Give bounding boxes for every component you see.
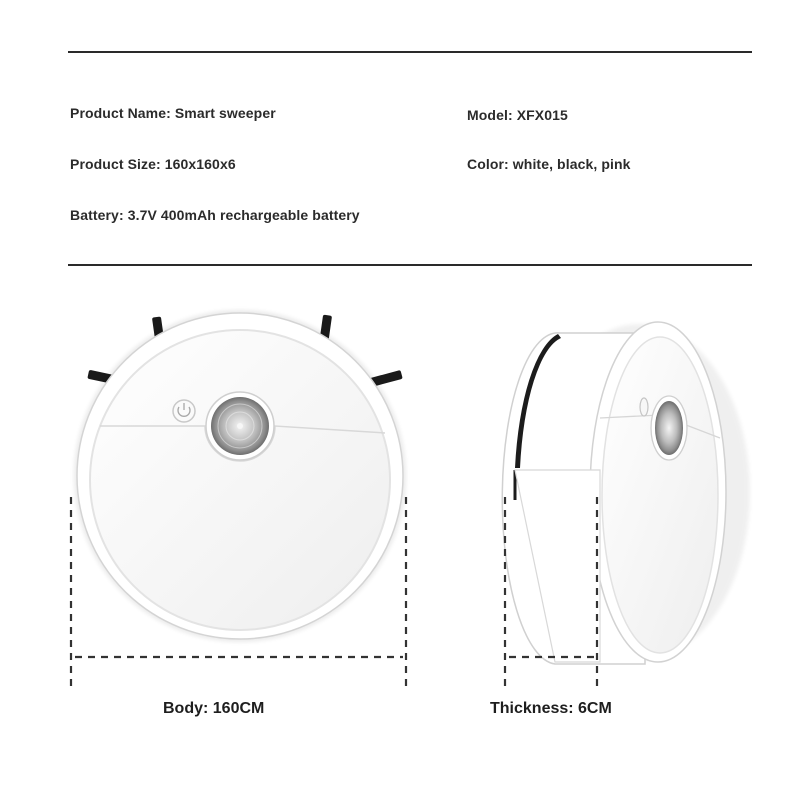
product-name-label: Product Name: Smart sweeper <box>70 105 276 121</box>
color-label: Color: white, black, pink <box>467 156 631 172</box>
side-control-knob <box>651 396 687 460</box>
robot-side-view <box>502 322 750 664</box>
robot-top-view <box>74 310 406 642</box>
side-power-icon <box>640 398 648 416</box>
model-label: Model: XFX015 <box>467 107 568 123</box>
product-size-label: Product Size: 160x160x6 <box>70 156 236 172</box>
battery-label: Battery: 3.7V 400mAh rechargeable battery <box>70 207 360 223</box>
body-caption: Body: 160CM <box>163 700 265 717</box>
thickness-caption: Thickness: 6CM <box>490 700 612 717</box>
control-knob <box>206 392 274 460</box>
power-icon <box>173 400 195 422</box>
